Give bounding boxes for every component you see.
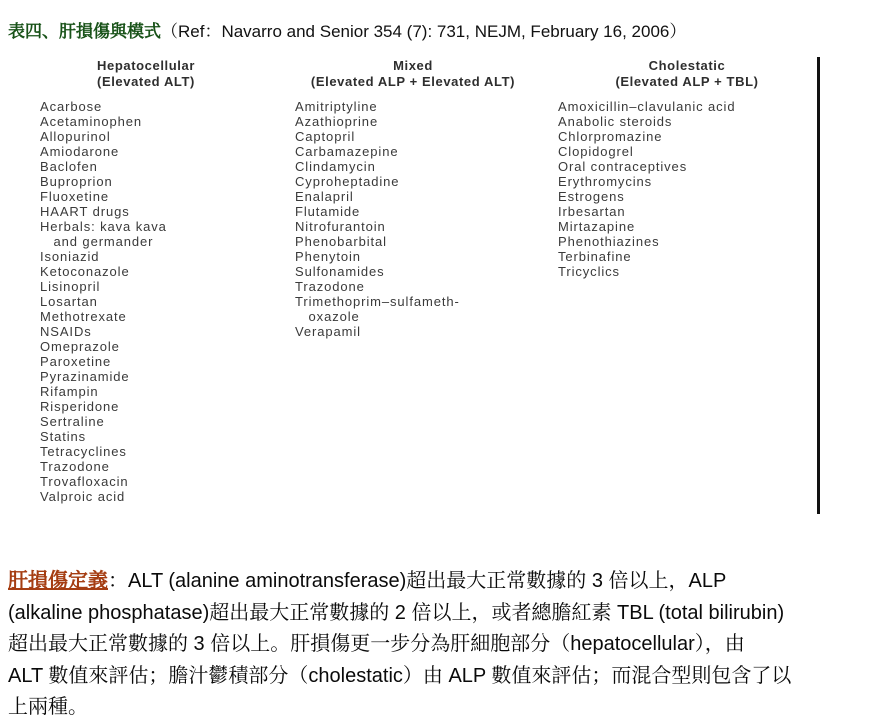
drug-item: Captopril xyxy=(295,129,356,144)
drug-list xyxy=(30,99,262,504)
column-subtitle: (Elevated ALT) xyxy=(97,74,195,89)
drug-item: Terbinafine xyxy=(558,249,632,264)
drug-item: Trazodone xyxy=(40,459,110,474)
drug-item: Estrogens xyxy=(558,189,625,204)
drug-item: Clopidogrel xyxy=(558,144,634,159)
drug-item: Tetracyclines xyxy=(40,444,127,459)
drug-item: Trazodone xyxy=(295,279,365,294)
drug-item: Ketoconazole xyxy=(40,264,130,279)
table-column xyxy=(30,58,262,504)
table-column xyxy=(282,58,544,339)
drug-item: Amoxicillin–clavulanic acid xyxy=(558,99,736,114)
drug-item: Flutamide xyxy=(295,204,361,219)
page-title-reference: （Ref：Navarro and Senior 354 (7): 731, NEJM, February 16, 2006） xyxy=(161,22,687,41)
drug-item: Erythromycins xyxy=(558,174,653,189)
drug-item: Sertraline xyxy=(40,414,105,429)
drug-item: Verapamil xyxy=(295,324,361,339)
drug-item: Buproprion xyxy=(40,174,113,189)
definition-text xyxy=(8,566,882,723)
drug-item: Pyrazinamide xyxy=(40,369,130,384)
drug-item: Risperidone xyxy=(40,399,120,414)
drug-item: Enalapril xyxy=(295,189,354,204)
column-header xyxy=(30,58,262,90)
drug-item: Baclofen xyxy=(40,159,98,174)
column-title: Hepatocellular xyxy=(97,58,195,73)
drug-item: Acarbose xyxy=(40,99,103,114)
drug-item: Isoniazid xyxy=(40,249,100,264)
drug-item: Amiodarone xyxy=(40,144,120,159)
drug-item: Mirtazapine xyxy=(558,219,636,234)
drug-item: Phenytoin xyxy=(295,249,361,264)
column-header xyxy=(548,58,826,90)
drug-item: Rifampin xyxy=(40,384,99,399)
drug-item: and germander xyxy=(40,234,154,249)
drug-item: Oral contraceptives xyxy=(558,159,688,174)
column-subtitle: (Elevated ALP + TBL) xyxy=(615,74,759,89)
drug-item: Nitrofurantoin xyxy=(295,219,386,234)
definition-line: 肝損傷定義：ALT (alanine aminotransferase)超出最大正常數據的 3 倍以上，ALP xyxy=(8,570,727,592)
drug-item: Carbamazepine xyxy=(295,144,399,159)
drug-item: Fluoxetine xyxy=(40,189,109,204)
column-title: Mixed xyxy=(393,58,433,73)
drug-item: Phenothiazines xyxy=(558,234,660,249)
drug-item: Tricyclics xyxy=(558,264,620,279)
drug-item: oxazole xyxy=(295,309,360,324)
drug-list xyxy=(548,99,826,279)
definition-line: 上兩種。 xyxy=(8,696,88,718)
table-right-border xyxy=(817,57,820,514)
drug-item: Herbals: kava kava xyxy=(40,219,167,234)
drug-item: Clindamycin xyxy=(295,159,376,174)
drug-item: Statins xyxy=(40,429,87,444)
drug-item: Valproic acid xyxy=(40,489,126,504)
drug-item: Trovafloxacin xyxy=(40,474,129,489)
drug-item: Losartan xyxy=(40,294,98,309)
drug-item: HAART drugs xyxy=(40,204,130,219)
drug-item: Paroxetine xyxy=(40,354,112,369)
drug-item: Allopurinol xyxy=(40,129,111,144)
drug-item: Amitriptyline xyxy=(295,99,378,114)
drug-item: Omeprazole xyxy=(40,339,120,354)
definition-line: 超出最大正常數據的 3 倍以上。肝損傷更一步分為肝細胞部分（hepatocellular），由 xyxy=(8,633,745,655)
drug-item: Azathioprine xyxy=(295,114,379,129)
drug-item: Chlorpromazine xyxy=(558,129,663,144)
page-title-chinese: 表四、肝損傷與模式 xyxy=(8,22,161,41)
definition-term: 肝損傷定義 xyxy=(8,570,108,592)
drug-item: Sulfonamides xyxy=(295,264,385,279)
drug-item: Anabolic steroids xyxy=(558,114,673,129)
drug-list xyxy=(282,99,544,339)
column-header xyxy=(282,58,544,90)
definition-line: (alkaline phosphatase)超出最大正常數據的 2 倍以上，或者總膽紅素 TBL (total bilirubin) xyxy=(8,601,785,624)
drug-item: Irbesartan xyxy=(558,204,626,219)
drug-item: Phenobarbital xyxy=(295,234,387,249)
drug-item: Acetaminophen xyxy=(40,114,143,129)
definition-line: ALT 數值來評估；膽汁鬱積部分（cholestatic）由 ALP 數值來評估；而混合型則包含了以 xyxy=(8,664,792,687)
table-column xyxy=(548,58,826,279)
drug-item: Cyproheptadine xyxy=(295,174,400,189)
drug-item: Methotrexate xyxy=(40,309,127,324)
drug-item: Trimethoprim–sulfameth- xyxy=(295,294,460,309)
drug-item: Lisinopril xyxy=(40,279,101,294)
drug-item: NSAIDs xyxy=(40,324,92,339)
liver-injury-pattern-table xyxy=(0,58,886,514)
page-title xyxy=(8,17,686,42)
column-title: Cholestatic xyxy=(648,58,726,73)
column-subtitle: (Elevated ALP + Elevated ALT) xyxy=(310,74,516,89)
